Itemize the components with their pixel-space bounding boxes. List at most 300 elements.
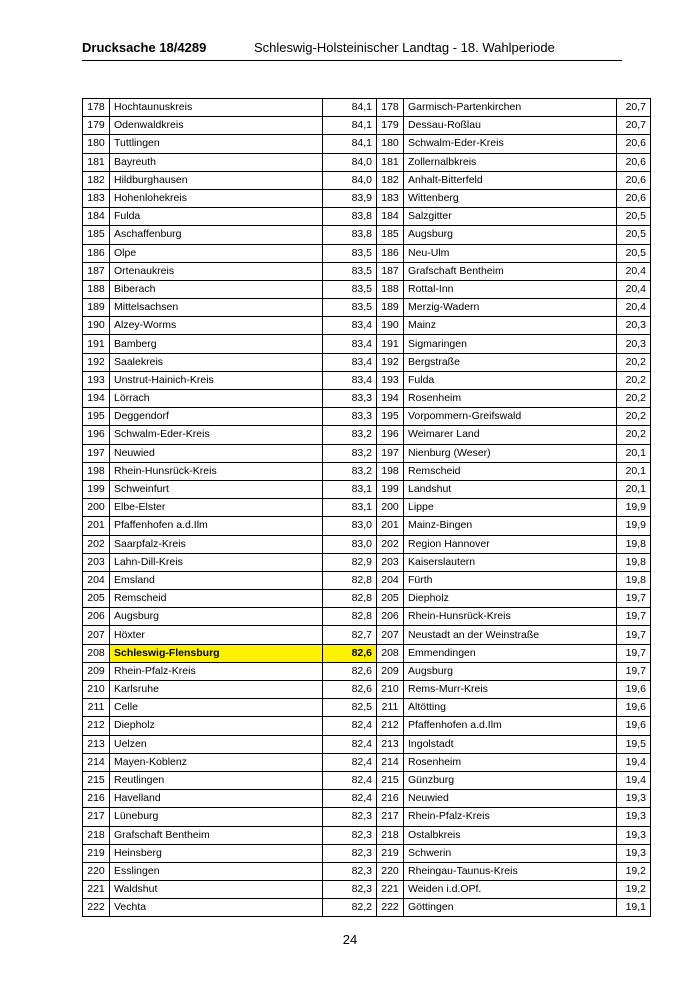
left-district-cell: Rhein-Hunsrück-Kreis [110, 462, 323, 480]
table-row [83, 590, 651, 608]
left-rank-cell: 211 [83, 699, 110, 717]
right-district-cell: Rhein-Hunsrück-Kreis [404, 608, 617, 626]
right-rank-cell: 215 [377, 771, 404, 789]
left-district-cell: Saalekreis [110, 353, 323, 371]
left-rank-cell: 221 [83, 881, 110, 899]
right-district-cell: Sigmaringen [404, 335, 617, 353]
table-row [83, 335, 651, 353]
left-value-cell: 82,6 [323, 681, 377, 699]
left-rank-cell: 209 [83, 662, 110, 680]
right-district-cell: Rems-Murr-Kreis [404, 681, 617, 699]
left-rank-cell: 208 [83, 644, 110, 662]
right-rank-cell: 178 [377, 99, 404, 117]
table-row [83, 844, 651, 862]
table-row [83, 99, 651, 117]
left-value-cell: 82,8 [323, 590, 377, 608]
left-rank-cell: 195 [83, 408, 110, 426]
table-row [83, 899, 651, 917]
right-district-cell: Neustadt an der Weinstraße [404, 626, 617, 644]
left-value-cell: 82,3 [323, 862, 377, 880]
left-district-cell: Lahn-Dill-Kreis [110, 553, 323, 571]
left-value-cell: 82,3 [323, 844, 377, 862]
left-rank-cell: 202 [83, 535, 110, 553]
right-district-cell: Schwerin [404, 844, 617, 862]
right-value-cell: 19,3 [617, 808, 651, 826]
left-rank-cell: 222 [83, 899, 110, 917]
right-value-cell: 20,1 [617, 444, 651, 462]
table-row [83, 771, 651, 789]
right-rank-cell: 202 [377, 535, 404, 553]
left-value-cell: 84,0 [323, 171, 377, 189]
right-rank-cell: 179 [377, 117, 404, 135]
right-value-cell: 19,7 [617, 626, 651, 644]
right-value-cell: 20,5 [617, 244, 651, 262]
table-row [83, 171, 651, 189]
right-district-cell: Fulda [404, 371, 617, 389]
table-row [83, 462, 651, 480]
left-district-cell: Lörrach [110, 390, 323, 408]
left-district-cell: Esslingen [110, 862, 323, 880]
right-value-cell: 19,9 [617, 499, 651, 517]
right-rank-cell: 205 [377, 590, 404, 608]
left-rank-cell: 189 [83, 299, 110, 317]
table-row [83, 299, 651, 317]
right-rank-cell: 195 [377, 408, 404, 426]
left-district-cell: Saarpfalz-Kreis [110, 535, 323, 553]
left-district-cell: Schleswig-Flensburg [110, 644, 323, 662]
right-district-cell: Remscheid [404, 462, 617, 480]
left-value-cell: 82,4 [323, 790, 377, 808]
right-value-cell: 20,2 [617, 353, 651, 371]
right-value-cell: 19,8 [617, 553, 651, 571]
table-row [83, 208, 651, 226]
left-district-cell: Karlsruhe [110, 681, 323, 699]
left-district-cell: Reutlingen [110, 771, 323, 789]
right-district-cell: Rottal-Inn [404, 280, 617, 298]
right-rank-cell: 187 [377, 262, 404, 280]
left-value-cell: 82,6 [323, 644, 377, 662]
left-district-cell: Alzey-Worms [110, 317, 323, 335]
left-value-cell: 82,4 [323, 717, 377, 735]
right-value-cell: 19,5 [617, 735, 651, 753]
table-row [83, 480, 651, 498]
left-district-cell: Deggendorf [110, 408, 323, 426]
right-rank-cell: 183 [377, 189, 404, 207]
table-row [83, 826, 651, 844]
right-district-cell: Göttingen [404, 899, 617, 917]
right-rank-cell: 201 [377, 517, 404, 535]
right-value-cell: 19,7 [617, 590, 651, 608]
right-district-cell: Wittenberg [404, 189, 617, 207]
right-value-cell: 19,6 [617, 717, 651, 735]
left-value-cell: 83,0 [323, 517, 377, 535]
table-row [83, 499, 651, 517]
left-rank-cell: 188 [83, 280, 110, 298]
left-value-cell: 83,5 [323, 280, 377, 298]
left-rank-cell: 198 [83, 462, 110, 480]
right-district-cell: Emmendingen [404, 644, 617, 662]
table-row [83, 244, 651, 262]
left-value-cell: 82,3 [323, 808, 377, 826]
left-district-cell: Aschaffenburg [110, 226, 323, 244]
left-value-cell: 83,0 [323, 535, 377, 553]
left-district-cell: Celle [110, 699, 323, 717]
right-value-cell: 19,8 [617, 535, 651, 553]
left-rank-cell: 206 [83, 608, 110, 626]
right-district-cell: Fürth [404, 571, 617, 589]
left-district-cell: Schweinfurt [110, 480, 323, 498]
table-row [83, 571, 651, 589]
page-header [82, 38, 622, 61]
table-row [83, 881, 651, 899]
left-value-cell: 82,3 [323, 881, 377, 899]
right-district-cell: Rhein-Pfalz-Kreis [404, 808, 617, 826]
right-rank-cell: 209 [377, 662, 404, 680]
right-value-cell: 20,4 [617, 262, 651, 280]
right-district-cell: Mainz [404, 317, 617, 335]
right-district-cell: Augsburg [404, 662, 617, 680]
table-row [83, 371, 651, 389]
left-district-cell: Hildburghausen [110, 171, 323, 189]
left-value-cell: 83,5 [323, 299, 377, 317]
right-rank-cell: 221 [377, 881, 404, 899]
table-row [83, 226, 651, 244]
right-district-cell: Salzgitter [404, 208, 617, 226]
right-district-cell: Merzig-Wadern [404, 299, 617, 317]
right-district-cell: Weiden i.d.OPf. [404, 881, 617, 899]
right-value-cell: 20,4 [617, 299, 651, 317]
right-rank-cell: 196 [377, 426, 404, 444]
right-rank-cell: 207 [377, 626, 404, 644]
right-district-cell: Weimarer Land [404, 426, 617, 444]
right-value-cell: 19,2 [617, 862, 651, 880]
right-value-cell: 19,9 [617, 517, 651, 535]
right-rank-cell: 203 [377, 553, 404, 571]
right-value-cell: 20,4 [617, 280, 651, 298]
left-rank-cell: 186 [83, 244, 110, 262]
left-value-cell: 83,4 [323, 335, 377, 353]
right-rank-cell: 212 [377, 717, 404, 735]
left-rank-cell: 179 [83, 117, 110, 135]
right-value-cell: 19,3 [617, 826, 651, 844]
table-row [83, 262, 651, 280]
right-district-cell: Vorpommern-Greifswald [404, 408, 617, 426]
left-rank-cell: 215 [83, 771, 110, 789]
left-value-cell: 82,8 [323, 571, 377, 589]
left-value-cell: 83,5 [323, 262, 377, 280]
table-row [83, 517, 651, 535]
right-district-cell: Ingolstadt [404, 735, 617, 753]
table-row [83, 444, 651, 462]
right-rank-cell: 181 [377, 153, 404, 171]
right-rank-cell: 206 [377, 608, 404, 626]
right-rank-cell: 204 [377, 571, 404, 589]
right-rank-cell: 185 [377, 226, 404, 244]
left-rank-cell: 182 [83, 171, 110, 189]
right-rank-cell: 192 [377, 353, 404, 371]
left-rank-cell: 220 [83, 862, 110, 880]
left-value-cell: 83,5 [323, 244, 377, 262]
left-value-cell: 83,8 [323, 208, 377, 226]
right-district-cell: Mainz-Bingen [404, 517, 617, 535]
left-district-cell: Grafschaft Bentheim [110, 826, 323, 844]
right-value-cell: 20,7 [617, 117, 651, 135]
left-value-cell: 83,1 [323, 480, 377, 498]
right-value-cell: 20,1 [617, 462, 651, 480]
table-row [83, 626, 651, 644]
right-rank-cell: 220 [377, 862, 404, 880]
left-district-cell: Neuwied [110, 444, 323, 462]
right-value-cell: 19,6 [617, 681, 651, 699]
right-district-cell: Rosenheim [404, 753, 617, 771]
left-rank-cell: 207 [83, 626, 110, 644]
right-rank-cell: 216 [377, 790, 404, 808]
left-district-cell: Bayreuth [110, 153, 323, 171]
left-district-cell: Diepholz [110, 717, 323, 735]
right-rank-cell: 218 [377, 826, 404, 844]
right-value-cell: 19,3 [617, 790, 651, 808]
left-rank-cell: 217 [83, 808, 110, 826]
ranking-table [82, 98, 651, 917]
right-value-cell: 20,1 [617, 480, 651, 498]
left-value-cell: 82,8 [323, 608, 377, 626]
left-value-cell: 83,2 [323, 426, 377, 444]
right-district-cell: Schwalm-Eder-Kreis [404, 135, 617, 153]
left-district-cell: Unstrut-Hainich-Kreis [110, 371, 323, 389]
left-rank-cell: 193 [83, 371, 110, 389]
left-rank-cell: 197 [83, 444, 110, 462]
right-value-cell: 19,7 [617, 662, 651, 680]
left-district-cell: Elbe-Elster [110, 499, 323, 517]
right-value-cell: 20,6 [617, 135, 651, 153]
right-value-cell: 20,6 [617, 153, 651, 171]
left-rank-cell: 203 [83, 553, 110, 571]
right-rank-cell: 214 [377, 753, 404, 771]
left-rank-cell: 185 [83, 226, 110, 244]
left-value-cell: 83,4 [323, 317, 377, 335]
right-value-cell: 19,7 [617, 608, 651, 626]
right-rank-cell: 199 [377, 480, 404, 498]
left-rank-cell: 212 [83, 717, 110, 735]
right-value-cell: 19,4 [617, 771, 651, 789]
right-district-cell: Augsburg [404, 226, 617, 244]
table-row [83, 408, 651, 426]
right-rank-cell: 191 [377, 335, 404, 353]
left-rank-cell: 214 [83, 753, 110, 771]
left-value-cell: 83,4 [323, 353, 377, 371]
right-district-cell: Diepholz [404, 590, 617, 608]
left-district-cell: Biberach [110, 280, 323, 298]
table-row [83, 790, 651, 808]
left-rank-cell: 178 [83, 99, 110, 117]
right-district-cell: Dessau-Roßlau [404, 117, 617, 135]
right-value-cell: 19,4 [617, 753, 651, 771]
left-value-cell: 82,2 [323, 899, 377, 917]
right-rank-cell: 190 [377, 317, 404, 335]
right-rank-cell: 210 [377, 681, 404, 699]
left-rank-cell: 219 [83, 844, 110, 862]
left-rank-cell: 210 [83, 681, 110, 699]
right-rank-cell: 198 [377, 462, 404, 480]
left-district-cell: Tuttlingen [110, 135, 323, 153]
right-value-cell: 19,7 [617, 644, 651, 662]
left-rank-cell: 184 [83, 208, 110, 226]
left-district-cell: Uelzen [110, 735, 323, 753]
left-value-cell: 83,1 [323, 499, 377, 517]
table-row [83, 862, 651, 880]
table-row [83, 681, 651, 699]
left-district-cell: Hochtaunuskreis [110, 99, 323, 117]
left-district-cell: Mayen-Koblenz [110, 753, 323, 771]
left-value-cell: 82,7 [323, 626, 377, 644]
left-rank-cell: 187 [83, 262, 110, 280]
left-district-cell: Schwalm-Eder-Kreis [110, 426, 323, 444]
right-value-cell: 20,3 [617, 335, 651, 353]
right-district-cell: Altötting [404, 699, 617, 717]
right-value-cell: 19,8 [617, 571, 651, 589]
left-rank-cell: 194 [83, 390, 110, 408]
right-rank-cell: 219 [377, 844, 404, 862]
page-number: 24 [342, 932, 358, 947]
right-value-cell: 20,6 [617, 189, 651, 207]
left-rank-cell: 218 [83, 826, 110, 844]
right-district-cell: Landshut [404, 480, 617, 498]
left-value-cell: 83,4 [323, 371, 377, 389]
left-value-cell: 84,0 [323, 153, 377, 171]
right-value-cell: 20,7 [617, 99, 651, 117]
right-rank-cell: 182 [377, 171, 404, 189]
table-row [83, 662, 651, 680]
left-district-cell: Höxter [110, 626, 323, 644]
left-district-cell: Havelland [110, 790, 323, 808]
left-rank-cell: 199 [83, 480, 110, 498]
left-district-cell: Bamberg [110, 335, 323, 353]
right-rank-cell: 194 [377, 390, 404, 408]
right-district-cell: Neu-Ulm [404, 244, 617, 262]
right-district-cell: Pfaffenhofen a.d.Ilm [404, 717, 617, 735]
left-district-cell: Odenwaldkreis [110, 117, 323, 135]
left-district-cell: Hohenlohekreis [110, 189, 323, 207]
table-row [83, 317, 651, 335]
left-district-cell: Fulda [110, 208, 323, 226]
left-value-cell: 82,5 [323, 699, 377, 717]
left-district-cell: Vechta [110, 899, 323, 917]
right-district-cell: Anhalt-Bitterfeld [404, 171, 617, 189]
right-value-cell: 20,5 [617, 208, 651, 226]
left-rank-cell: 213 [83, 735, 110, 753]
right-rank-cell: 184 [377, 208, 404, 226]
right-rank-cell: 188 [377, 280, 404, 298]
left-value-cell: 82,3 [323, 826, 377, 844]
left-district-cell: Waldshut [110, 881, 323, 899]
right-value-cell: 20,2 [617, 408, 651, 426]
right-district-cell: Kaiserslautern [404, 553, 617, 571]
right-rank-cell: 217 [377, 808, 404, 826]
right-district-cell: Lippe [404, 499, 617, 517]
document-number: Drucksache 18/4289 [82, 40, 207, 55]
right-value-cell: 20,2 [617, 426, 651, 444]
table-row [83, 608, 651, 626]
right-district-cell: Grafschaft Bentheim [404, 262, 617, 280]
right-rank-cell: 200 [377, 499, 404, 517]
table-row [83, 117, 651, 135]
table-row [83, 189, 651, 207]
left-rank-cell: 200 [83, 499, 110, 517]
right-rank-cell: 197 [377, 444, 404, 462]
table-row [83, 390, 651, 408]
right-district-cell: Bergstraße [404, 353, 617, 371]
left-value-cell: 82,9 [323, 553, 377, 571]
left-district-cell: Remscheid [110, 590, 323, 608]
left-rank-cell: 181 [83, 153, 110, 171]
table-row [83, 353, 651, 371]
left-value-cell: 83,3 [323, 408, 377, 426]
left-rank-cell: 204 [83, 571, 110, 589]
left-district-cell: Pfaffenhofen a.d.Ilm [110, 517, 323, 535]
table-row [83, 553, 651, 571]
right-value-cell: 19,2 [617, 881, 651, 899]
right-value-cell: 19,1 [617, 899, 651, 917]
ranking-table-body [83, 99, 651, 917]
left-rank-cell: 183 [83, 189, 110, 207]
left-district-cell: Mittelsachsen [110, 299, 323, 317]
parliament-title: Schleswig-Holsteinischer Landtag - 18. Wahlperiode [254, 40, 555, 55]
table-row [83, 153, 651, 171]
table-row [83, 135, 651, 153]
right-rank-cell: 208 [377, 644, 404, 662]
left-value-cell: 83,2 [323, 462, 377, 480]
table-row [83, 753, 651, 771]
left-rank-cell: 201 [83, 517, 110, 535]
right-rank-cell: 189 [377, 299, 404, 317]
left-value-cell: 83,9 [323, 189, 377, 207]
table-row [83, 735, 651, 753]
table-row [83, 535, 651, 553]
right-district-cell: Garmisch-Partenkirchen [404, 99, 617, 117]
right-district-cell: Ostalbkreis [404, 826, 617, 844]
table-row [83, 280, 651, 298]
left-rank-cell: 196 [83, 426, 110, 444]
left-value-cell: 84,1 [323, 99, 377, 117]
right-value-cell: 20,2 [617, 390, 651, 408]
right-rank-cell: 193 [377, 371, 404, 389]
table-row [83, 699, 651, 717]
right-district-cell: Rosenheim [404, 390, 617, 408]
right-district-cell: Rheingau-Taunus-Kreis [404, 862, 617, 880]
right-district-cell: Nienburg (Weser) [404, 444, 617, 462]
left-rank-cell: 191 [83, 335, 110, 353]
right-district-cell: Günzburg [404, 771, 617, 789]
left-rank-cell: 180 [83, 135, 110, 153]
right-district-cell: Neuwied [404, 790, 617, 808]
left-value-cell: 82,6 [323, 662, 377, 680]
right-value-cell: 20,5 [617, 226, 651, 244]
left-district-cell: Olpe [110, 244, 323, 262]
right-rank-cell: 186 [377, 244, 404, 262]
right-rank-cell: 213 [377, 735, 404, 753]
left-value-cell: 82,4 [323, 753, 377, 771]
left-district-cell: Ortenaukreis [110, 262, 323, 280]
table-row [83, 717, 651, 735]
right-district-cell: Region Hannover [404, 535, 617, 553]
table-row [83, 426, 651, 444]
right-district-cell: Zollernalbkreis [404, 153, 617, 171]
right-value-cell: 19,3 [617, 844, 651, 862]
left-value-cell: 83,3 [323, 390, 377, 408]
left-rank-cell: 190 [83, 317, 110, 335]
left-district-cell: Heinsberg [110, 844, 323, 862]
left-value-cell: 83,8 [323, 226, 377, 244]
